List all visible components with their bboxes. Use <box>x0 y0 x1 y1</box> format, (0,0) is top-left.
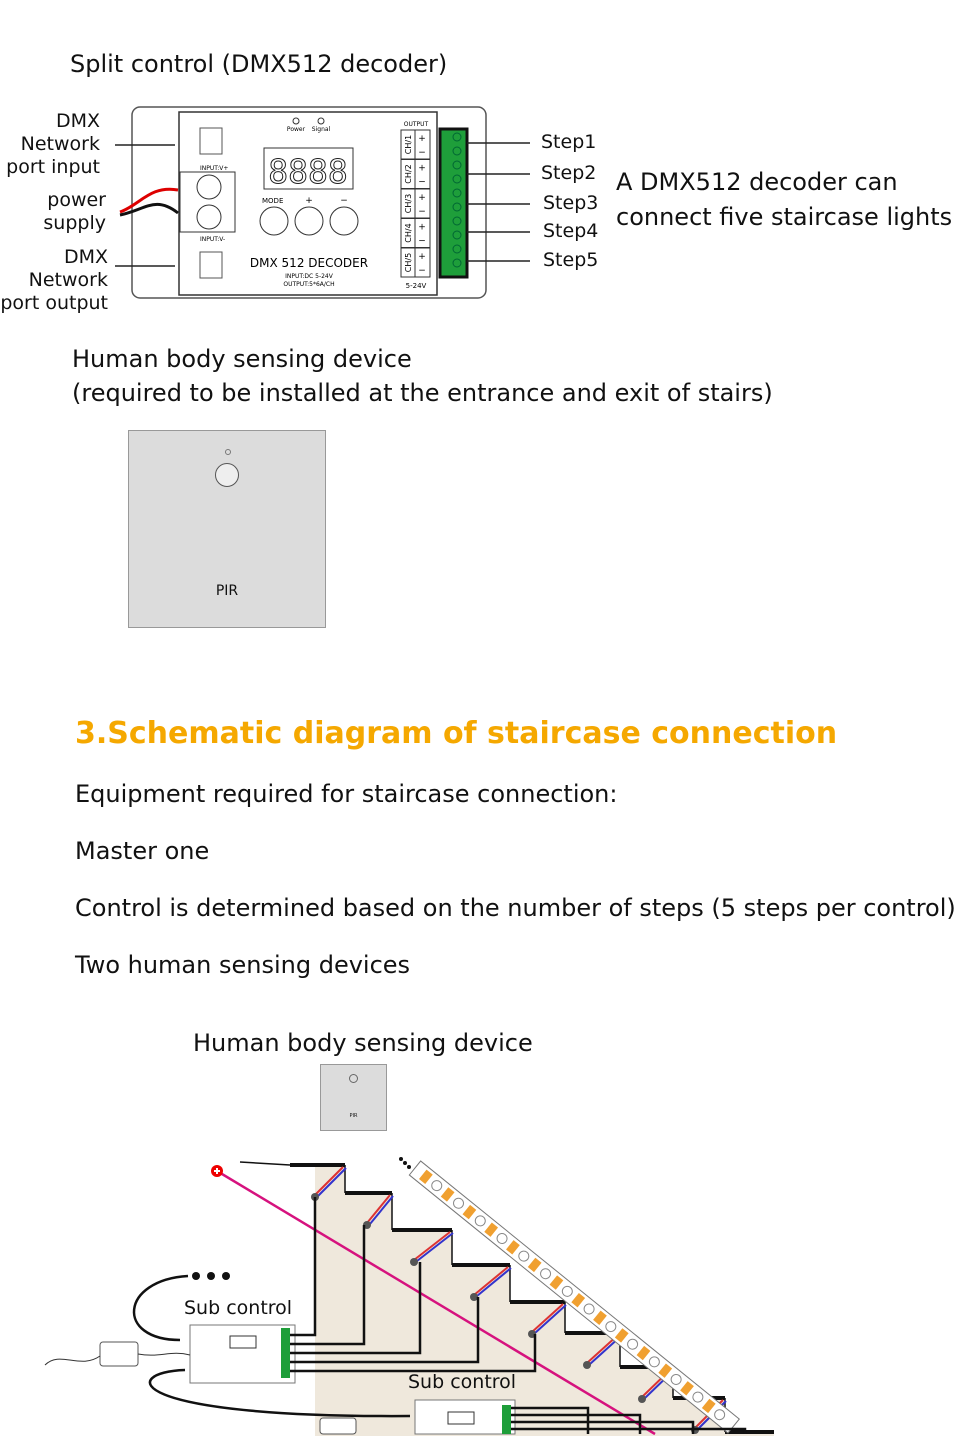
dmx-cable <box>134 1276 188 1340</box>
connector-dot <box>583 1361 591 1369</box>
green-terminal-block <box>281 1328 290 1378</box>
diagram-sensor-label: Human body sensing device <box>193 1029 533 1057</box>
ellipsis-dot <box>399 1157 403 1161</box>
step-label: Step5 <box>543 249 599 271</box>
connector-dot <box>638 1395 646 1403</box>
text-line: Two human sensing devices <box>75 951 411 979</box>
plus-sign: + <box>418 222 426 233</box>
sub-control-device-1 <box>190 1325 295 1383</box>
label-line: DMX <box>55 110 100 132</box>
ellipsis-dot <box>407 1165 411 1169</box>
label-line: port output <box>0 292 108 314</box>
label-line: Network <box>20 133 100 155</box>
floor-line <box>240 1162 290 1165</box>
step-label: Step2 <box>541 162 597 184</box>
small-pir-label: PIR <box>349 1113 358 1119</box>
minus-sign: − <box>418 207 426 217</box>
decoder-note-line2: connect five staircase lights <box>616 203 953 231</box>
device-name: DMX 512 DECODER <box>249 256 369 270</box>
ellipsis-dot <box>222 1272 230 1280</box>
label-line: Network <box>28 269 108 291</box>
channel-label: CH/3 <box>404 193 413 214</box>
label-line: DMX <box>63 246 108 268</box>
power-adapter-icon <box>100 1342 138 1366</box>
minus-sign: − <box>418 177 426 188</box>
voltage-label: 5-24V <box>405 282 427 290</box>
input-spec: INPUT:DC 5-24V <box>285 273 333 280</box>
input-pos-label: INPUT:V+ <box>200 165 229 172</box>
ellipsis-dot <box>192 1272 200 1280</box>
plus-sign: + <box>418 193 426 203</box>
plus-label: + <box>305 196 313 206</box>
sensor-subtitle: (required to be installed at the entrance and exit of stairs) <box>72 379 773 407</box>
plus-sign: + <box>418 134 426 144</box>
output-spec: OUTPUT:5*6A/CH <box>283 281 335 288</box>
decoder-note-line1: A DMX512 decoder can <box>616 168 898 196</box>
text-line: Equipment required for staircase connection: <box>75 780 618 808</box>
minus-sign: − <box>418 148 426 158</box>
channel-label: CH/5 <box>404 252 413 273</box>
display-digits: 8888 <box>268 152 348 191</box>
connector-dot <box>410 1258 418 1266</box>
signal-led-label: Signal <box>311 126 331 133</box>
sub-control-label-2: Sub control <box>408 1371 517 1393</box>
section-heading: 3.Schematic diagram of staircase connection <box>75 716 838 751</box>
minus-sign: − <box>418 266 426 276</box>
label-line: port input <box>6 156 100 178</box>
text-line: Master one <box>75 837 210 865</box>
power-adapter-icon <box>320 1418 356 1434</box>
step-label: Step3 <box>543 192 599 214</box>
output-label: OUTPUT <box>403 121 429 128</box>
led-display <box>448 1412 474 1424</box>
mode-label: MODE <box>262 197 284 205</box>
green-terminal-block <box>502 1405 511 1434</box>
sensor-title: Human body sensing device <box>72 345 412 373</box>
section-title: Split control (DMX512 decoder) <box>70 50 448 78</box>
input-neg-label: INPUT:V- <box>200 236 226 243</box>
minus-label: − <box>340 196 348 206</box>
channel-label: CH/4 <box>404 223 413 243</box>
pir-label: PIR <box>215 583 239 599</box>
led-display <box>230 1336 256 1348</box>
channel-label: CH/1 <box>404 134 413 155</box>
ellipsis-dot <box>207 1272 215 1280</box>
power-led-label: Power <box>286 126 306 133</box>
plus-sign: + <box>418 163 426 174</box>
plus-sign: + <box>418 252 426 262</box>
step-label: Step4 <box>543 220 599 242</box>
minus-sign: − <box>418 236 426 247</box>
channel-label: CH/2 <box>404 164 413 184</box>
ellipsis-dot <box>403 1161 407 1165</box>
label-line: supply <box>43 212 106 234</box>
text-line: Control is determined based on the number of steps (5 steps per control) <box>75 894 956 922</box>
label-line: power <box>47 189 106 211</box>
step-label: Step1 <box>541 131 597 153</box>
sub-control-label-1: Sub control <box>184 1297 293 1319</box>
